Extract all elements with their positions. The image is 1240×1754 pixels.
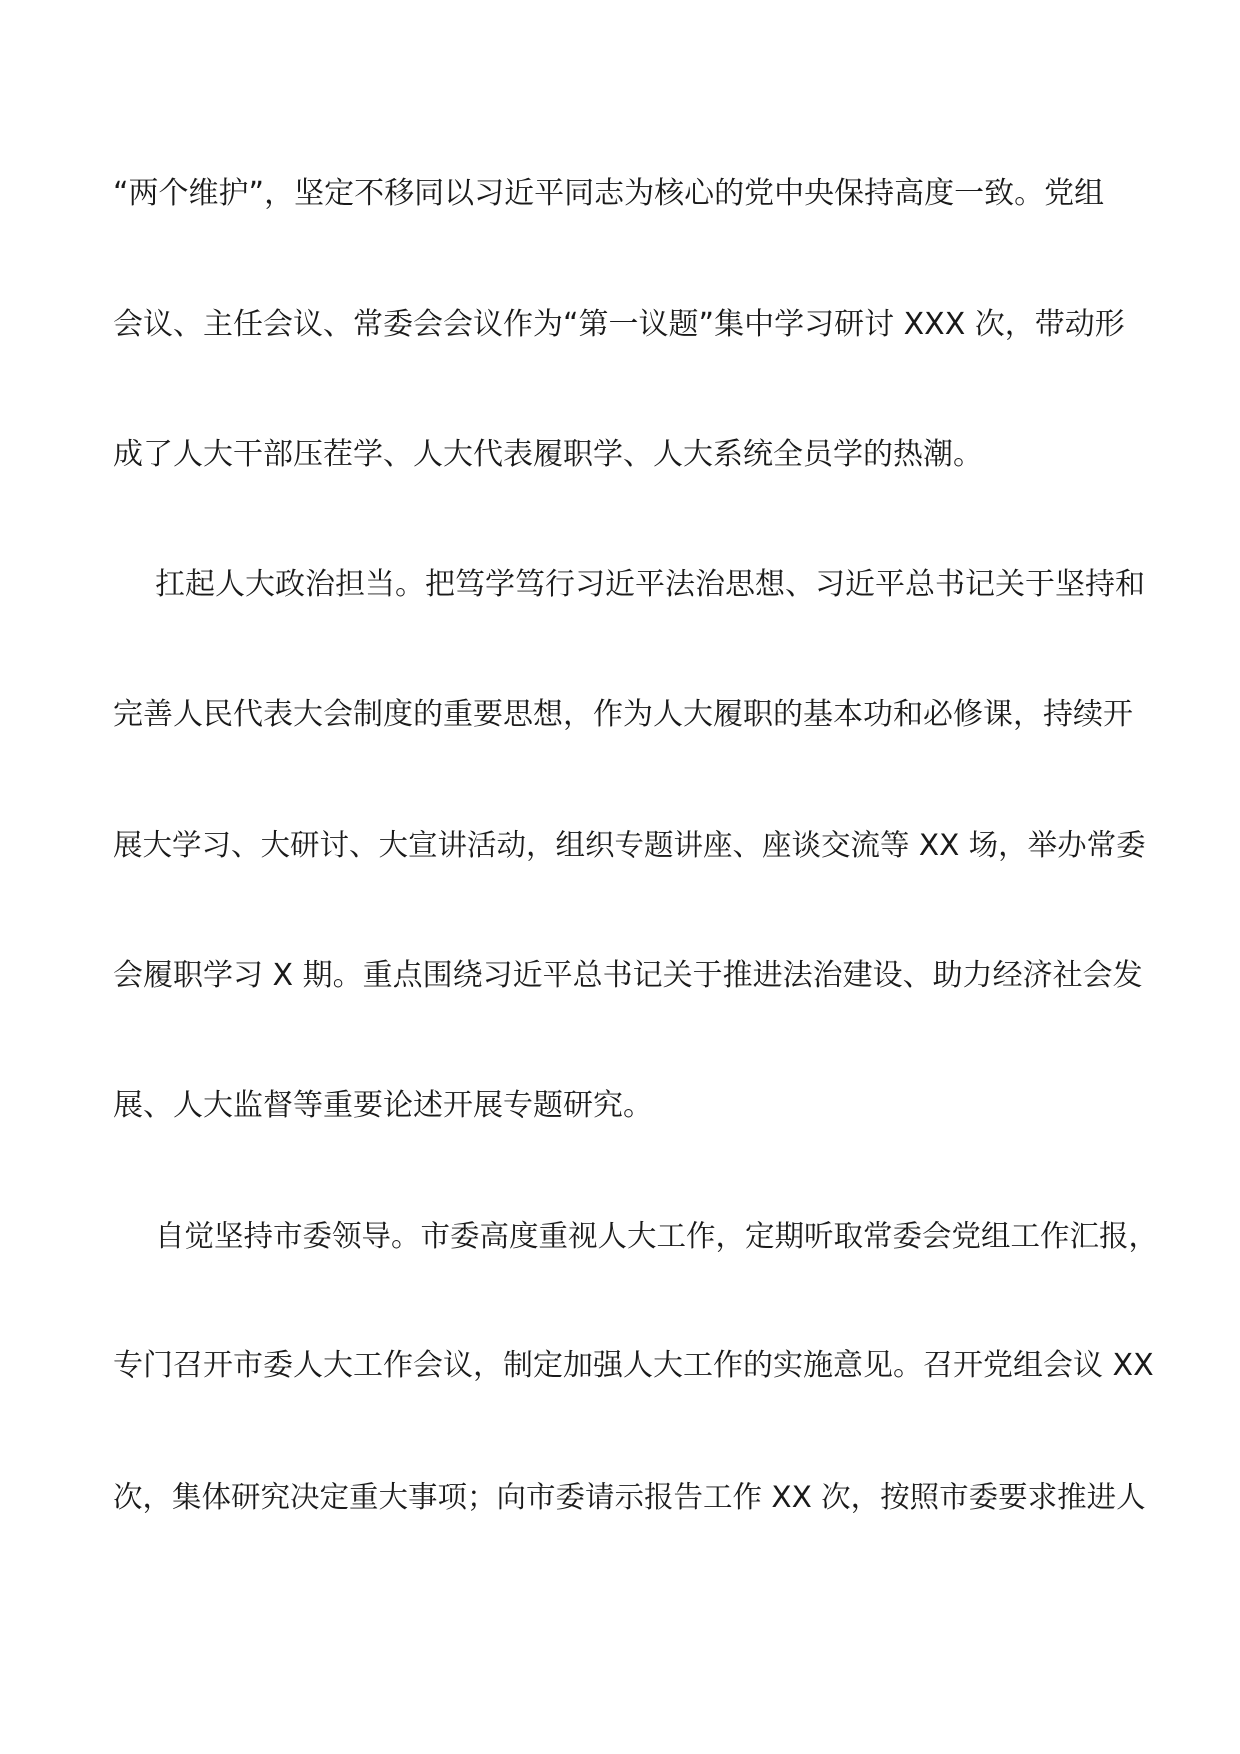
text-line: 会履职学习 X 期。重点围绕习近平总书记关于推进法治建设、助力经济社会发	[113, 958, 1143, 993]
text-line: 次，集体研究决定重大事项；向市委请示报告工作 XX 次，按照市委要求推进人	[113, 1480, 1146, 1514]
text-line: 专门召开市委人大工作会议，制定加强人大工作的实施意见。召开党组会议 XX	[113, 1348, 1154, 1383]
text-line: “两个维护”，坚定不移同以习近平同志为核心的党中央保持高度一致。党组	[113, 176, 1105, 211]
paragraph-start-line: 自觉坚持市委领导。市委高度重视人大工作，定期听取常委会党组工作汇报，	[155, 1219, 1159, 1253]
text-line: 会议、主任会议、常委会会议作为“第一议题”集中学习研讨 XXX 次，带动形	[113, 307, 1125, 342]
text-line: 完善人民代表大会制度的重要思想，作为人大履职的基本功和必修课，持续开	[113, 697, 1133, 732]
text-line: 展大学习、大研讨、大宣讲活动，组织专题讲座、座谈交流等 XX 场，举办常委	[113, 828, 1146, 862]
text-line: 展、人大监督等重要论述开展专题研究。	[113, 1088, 653, 1123]
paragraph-start-line: 扛起人大政治担当。把笃学笃行习近平法治思想、习近平总书记关于坚持和	[155, 567, 1145, 602]
text-line: 成了人大干部压茬学、人大代表履职学、人大系统全员学的热潮。	[113, 437, 983, 472]
